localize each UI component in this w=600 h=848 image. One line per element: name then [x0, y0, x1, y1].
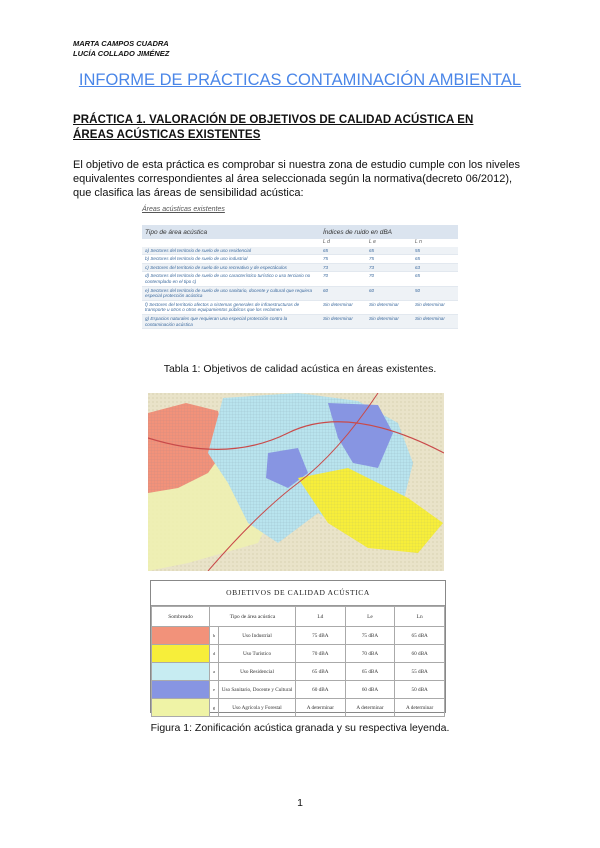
column-header: Índices de ruido en dBA — [320, 225, 458, 239]
intro-paragraph: El objetivo de esta práctica es comprobar si nuestra zona de estudio cumple con los niveles equivalentes correspondientes al área seleccionada según la normativa(decreto 06/2012), que clasifica las áreas de sensibilidad acústica: — [73, 159, 520, 199]
color-swatch — [152, 663, 210, 681]
zone-level: 60 dBA — [296, 681, 346, 699]
zone-level: 50 dBA — [395, 681, 445, 699]
zone-use: Uso Turístico — [219, 645, 296, 663]
noise-value-cell: Sin determinar — [320, 300, 366, 314]
author-block — [73, 39, 169, 59]
legend-title: OBJETIVOS DE CALIDAD ACÚSTICA — [151, 581, 445, 606]
table-row — [142, 255, 458, 264]
color-swatch — [152, 681, 210, 699]
zone-code: a — [210, 663, 219, 681]
zone-use: Uso Industrial — [219, 627, 296, 645]
zone-code: e — [210, 681, 219, 699]
zone-level: 75 dBA — [345, 627, 395, 645]
column-header: Tipo de área acústica — [142, 225, 320, 239]
zone-level: A determinar — [296, 699, 346, 717]
zone-level: A determinar — [345, 699, 395, 717]
table-row — [142, 247, 458, 255]
noise-value-cell: Sin determinar — [412, 314, 458, 328]
noise-value-cell: 65 — [320, 247, 366, 255]
author-name: MARTA CAMPOS CUADRA — [73, 39, 169, 48]
table-row — [142, 286, 458, 300]
color-swatch — [152, 699, 210, 717]
legend-row — [152, 645, 445, 663]
area-type-cell: g) Espacios naturales que requieran una especial protección contra la contaminación acústica — [142, 314, 320, 328]
area-type-cell: a) Sectores del territorio de suelo de uso residencial — [142, 247, 320, 255]
acoustic-zoning-map — [148, 393, 444, 571]
noise-value-cell: Sin determinar — [412, 300, 458, 314]
zone-level: 55 dBA — [395, 663, 445, 681]
legend-header: Ln — [395, 607, 445, 627]
column-subheader: L e — [369, 239, 376, 245]
acoustic-areas-table — [142, 225, 458, 329]
table-row — [142, 272, 458, 286]
column-subheader: L d — [323, 239, 330, 245]
zone-level: 60 dBA — [345, 681, 395, 699]
legend-row — [152, 627, 445, 645]
color-swatch — [152, 627, 210, 645]
noise-value-cell: 63 — [412, 263, 458, 272]
noise-value-cell: 65 — [412, 272, 458, 286]
area-type-cell: c) Sectores del territorio de suelo de uso recreativo y de espectáculos — [142, 263, 320, 272]
noise-value-cell: Sin determinar — [366, 314, 412, 328]
noise-value-cell: 75 — [366, 255, 412, 264]
legend-header: Le — [345, 607, 395, 627]
table-figure-heading: Áreas acústicas existentes — [142, 206, 225, 213]
noise-value-cell: 55 — [412, 247, 458, 255]
zone-level: A determinar — [395, 699, 445, 717]
zone-level: 70 dBA — [345, 645, 395, 663]
noise-value-cell: 50 — [412, 286, 458, 300]
table-subheader-row — [142, 239, 458, 247]
noise-value-cell: Sin determinar — [320, 314, 366, 328]
legend-table — [151, 606, 445, 717]
area-type-cell: d) Sectores del territorio de suelo de uso característico turístico o uso terciario no contemplado en el tipo c) — [142, 272, 320, 286]
legend-header: Ld — [296, 607, 346, 627]
legend-row — [152, 663, 445, 681]
noise-value-cell: 65 — [412, 255, 458, 264]
noise-value-cell: 60 — [320, 286, 366, 300]
zone-level: 65 dBA — [345, 663, 395, 681]
noise-value-cell: 73 — [366, 263, 412, 272]
noise-value-cell: 75 — [320, 255, 366, 264]
zone-code: g — [210, 699, 219, 717]
noise-value-cell: 70 — [366, 272, 412, 286]
table-caption: Tabla 1: Objetivos de calidad acústica en áreas existentes. — [163, 363, 437, 375]
noise-value-cell: Sin determinar — [366, 300, 412, 314]
table-row — [142, 300, 458, 314]
zone-level: 60 dBA — [395, 645, 445, 663]
area-type-cell: e) Sectores del territorio de suelo de uso sanitario, docente y cultural que requiera especial protección acústica — [142, 286, 320, 300]
column-subheader: L n — [415, 239, 422, 245]
zone-level: 75 dBA — [296, 627, 346, 645]
zone-code: b — [210, 627, 219, 645]
legend-row — [152, 681, 445, 699]
noise-value-cell: 70 — [320, 272, 366, 286]
author-name: LUCÍA COLLADO JIMÉNEZ — [73, 49, 170, 58]
color-swatch — [152, 645, 210, 663]
table-row — [142, 314, 458, 328]
zone-level: 65 dBA — [395, 627, 445, 645]
noise-value-cell: 60 — [366, 286, 412, 300]
zone-use: Uso Residencial — [219, 663, 296, 681]
noise-value-cell: 65 — [366, 247, 412, 255]
zone-code: d — [210, 645, 219, 663]
legend-header: Sombreado — [152, 607, 210, 627]
area-type-cell: f) Sectores del territorio afectos a sistemas generales de infraestructuras de transporte u otros o otros equipamientos públicos que los reclamen — [142, 300, 320, 314]
zone-level: 65 dBA — [296, 663, 346, 681]
zone-level: 70 dBA — [296, 645, 346, 663]
zone-use: Uso Agrícola y Forestal — [219, 699, 296, 717]
acoustic-quality-legend — [150, 580, 446, 713]
noise-value-cell: 73 — [320, 263, 366, 272]
figure-caption: Figura 1: Zonificación acústica granada y su respectiva leyenda. — [150, 722, 450, 734]
table-row — [142, 263, 458, 272]
area-type-cell: b) Sectores del territorio de suelo de uso industrial — [142, 255, 320, 264]
zone-use: Uso Sanitario, Docente y Cultural — [219, 681, 296, 699]
legend-row — [152, 699, 445, 717]
document-title: INFORME DE PRÁCTICAS CONTAMINACIÓN AMBIENTAL — [78, 71, 522, 89]
acoustic-areas-table-figure — [142, 206, 458, 354]
section-heading: PRÁCTICA 1. VALORACIÓN DE OBJETIVOS DE CALIDAD ACÚSTICA EN ÁREAS ACÚSTICAS EXISTENTES — [73, 114, 474, 141]
page-number: 1 — [297, 797, 303, 809]
legend-header: Tipo de área acústica — [210, 607, 296, 627]
